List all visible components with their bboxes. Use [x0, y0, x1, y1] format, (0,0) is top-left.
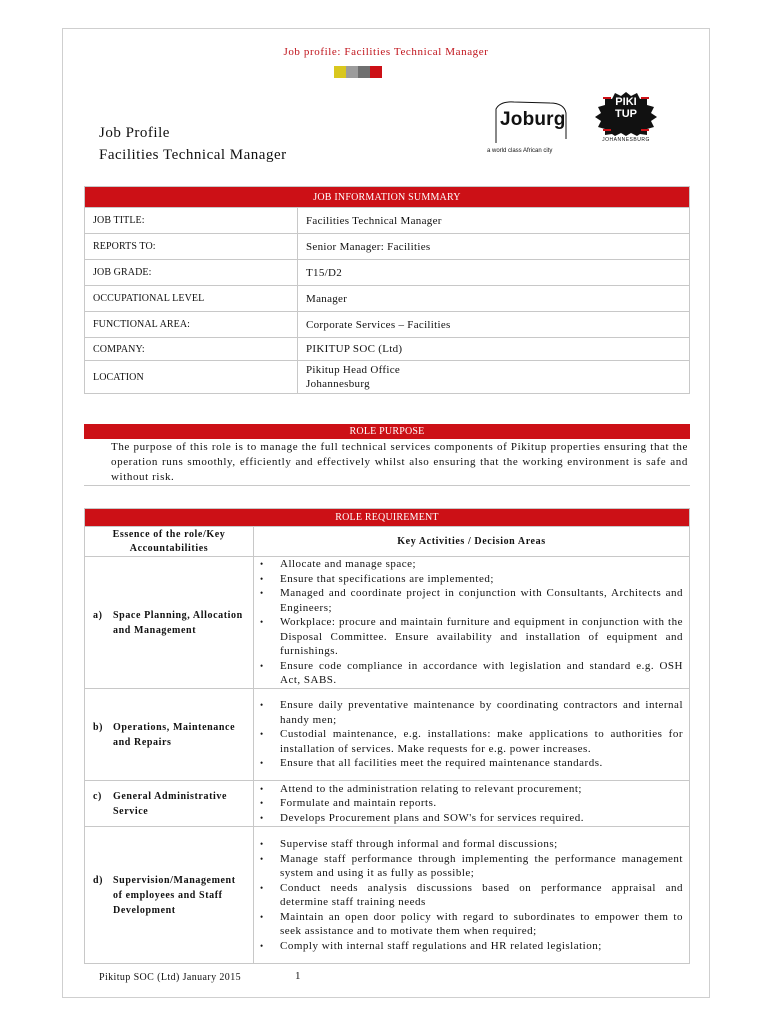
list-item [260, 572, 683, 587]
accountability-area [85, 689, 254, 781]
title-line-1: Job Profile [99, 125, 170, 141]
list-item [260, 811, 683, 826]
color-square [346, 66, 358, 78]
table-row [85, 208, 690, 234]
list-item [260, 910, 683, 939]
info-value: T15/D2 [298, 260, 690, 286]
list-item [260, 727, 683, 756]
role-requirement-table [84, 508, 690, 964]
list-item [260, 659, 683, 688]
bullet-icon: • [260, 783, 264, 794]
footer-company-date: Pikitup SOC (Ltd) January 2015 [99, 972, 241, 983]
activity-text: Workplace: procure and maintain furniture and equipment in conjunction with the Disposal Committee. Ensure availability and installation of equipment and furnishings. [280, 616, 683, 658]
joburg-tagline: a world class African city [487, 148, 553, 154]
table-row [85, 338, 690, 361]
list-item [260, 586, 683, 615]
activity-text: Maintain an open door policy with regard to subordinates to empower them to seek assistance and to motivate them when required; [280, 910, 683, 937]
bullet-icon: • [260, 588, 264, 599]
pikitup-city: JOHANNESBURG [602, 137, 650, 143]
activity-text: Ensure that all facilities meet the required maintenance standards. [280, 757, 603, 770]
info-label: JOB GRADE: [85, 260, 298, 286]
info-value: Manager [298, 286, 690, 312]
list-item [260, 939, 683, 954]
joburg-wordmark: Joburg [500, 109, 566, 130]
location-label: LOCATION [85, 361, 298, 394]
area-title: Operations, Maintenance and Repairs [113, 721, 236, 748]
pikitup-line-2: TUP [615, 108, 637, 120]
activity-text: Custodial maintenance, e.g. installations: make applications to authorities for installation of services. Make requests for e.g. power increases. [280, 728, 683, 755]
info-value: Facilities Technical Manager [298, 208, 690, 234]
role-requirement-banner: ROLE REQUIREMENT [85, 509, 690, 527]
activity-text: Managed and coordinate project in conjunction with Consultants, Architects and Engineers; [280, 587, 683, 614]
list-item [260, 796, 683, 811]
table-row [85, 260, 690, 286]
area-title: Supervision/Management of employees and Staff Development [113, 874, 236, 916]
pikitup-logo [595, 92, 657, 168]
pikitup-wordmark [600, 96, 652, 120]
bullet-icon: • [260, 559, 264, 570]
accountability-area [85, 827, 254, 964]
pikitup-line-1: PIKI [615, 96, 637, 108]
list-item [260, 698, 683, 727]
location-line-2: Johannesburg [306, 378, 370, 390]
activities-cell [254, 827, 690, 964]
table-row [85, 312, 690, 338]
activities-cell [254, 689, 690, 781]
accountability-area [85, 781, 254, 827]
bullet-icon: • [260, 700, 264, 711]
role-purpose-table [84, 424, 690, 486]
info-value: Corporate Services – Facilities [298, 312, 690, 338]
activities-header: Key Activities / Decision Areas [254, 527, 690, 557]
table-row [85, 781, 690, 827]
info-label: COMPANY: [85, 338, 298, 361]
accountabilities-header: Essence of the role/Key Accountabilities [85, 527, 254, 557]
color-square [334, 66, 346, 78]
activity-text: Ensure daily preventative maintenance by coordinating contractors and internal handy men; [280, 699, 683, 726]
color-square [370, 66, 382, 78]
activities-list [260, 698, 683, 771]
bullet-icon: • [260, 617, 264, 628]
info-label: FUNCTIONAL AREA: [85, 312, 298, 338]
document-page [62, 28, 710, 998]
bullet-icon: • [260, 798, 264, 809]
area-letter: d) [93, 874, 104, 886]
area-letter: c) [93, 790, 102, 802]
table-row [85, 286, 690, 312]
activity-text: Ensure that specifications are implemented; [280, 572, 494, 585]
table-row [85, 361, 690, 394]
bullet-icon: • [260, 882, 264, 893]
bullet-icon: • [260, 940, 264, 951]
list-item [260, 557, 683, 572]
activity-text: Allocate and manage space; [280, 558, 417, 571]
joburg-logo [487, 99, 577, 159]
page-number: 1 [295, 970, 301, 982]
activity-text: Formulate and maintain reports. [280, 797, 437, 810]
list-item [260, 881, 683, 910]
table-row [85, 827, 690, 964]
activity-text: Develops Procurement plans and SOW's for services required. [280, 811, 584, 824]
running-header: Job profile: Facilities Technical Manager [283, 46, 489, 58]
location-value [298, 361, 690, 394]
activity-text: Ensure code compliance in accordance with legislation and standard e.g. OSH Act, SABS. [280, 659, 683, 687]
table-row [85, 689, 690, 781]
job-information-table [84, 186, 690, 394]
activity-text: Attend to the administration relating to relevant procurement; [280, 782, 582, 795]
bullet-icon: • [260, 839, 264, 849]
area-letter: a) [93, 609, 103, 621]
bullet-icon: • [260, 812, 264, 823]
activities-cell [254, 781, 690, 827]
bullet-icon: • [260, 853, 264, 864]
info-value: Senior Manager: Facilities [298, 234, 690, 260]
activities-list [260, 557, 683, 688]
activity-text: Supervise staff through informal and formal discussions; [280, 838, 558, 850]
table-row [85, 557, 690, 689]
list-item [260, 837, 683, 852]
color-square [358, 66, 370, 78]
activities-list [260, 782, 683, 826]
list-item [260, 615, 683, 659]
activities-cell [254, 557, 690, 689]
info-label: JOB TITLE: [85, 208, 298, 234]
area-letter: b) [93, 721, 104, 733]
area-title: Space Planning, Allocation and Management [113, 609, 243, 636]
list-item [260, 782, 683, 797]
job-information-banner: JOB INFORMATION SUMMARY [85, 187, 690, 208]
info-label: REPORTS TO: [85, 234, 298, 260]
title-line-2: Facilities Technical Manager [99, 147, 287, 163]
bullet-icon: • [260, 660, 264, 671]
role-purpose-text: The purpose of this role is to manage the full technical services components of Pikitup properties ensuring that the operation runs smoothly, efficiently and effectively whilst also ensuring that the working environment is safe and without risk. [84, 439, 690, 486]
bullet-icon: • [260, 729, 264, 740]
bullet-icon: • [260, 911, 264, 922]
color-squares [334, 66, 382, 78]
list-item [260, 852, 683, 881]
activity-text: Comply with internal staff regulations and HR related legislation; [280, 939, 602, 952]
area-title: General Administrative Service [113, 790, 228, 817]
table-row [85, 234, 690, 260]
info-label: OCCUPATIONAL LEVEL [85, 286, 298, 312]
role-purpose-banner: ROLE PURPOSE [84, 424, 690, 439]
document-title [99, 122, 287, 166]
accountability-area [85, 557, 254, 689]
location-line-1: Pikitup Head Office [306, 364, 401, 376]
activities-list [260, 837, 683, 953]
activity-text: Conduct needs analysis discussions based on performance appraisal and determine staff training needs [280, 881, 683, 908]
list-item [260, 756, 683, 771]
activity-text: Manage staff performance through implementing the performance management system and using it as fully as possible; [280, 852, 683, 879]
info-value: PIKITUP SOC (Ltd) [298, 338, 690, 361]
bullet-icon: • [260, 758, 264, 769]
bullet-icon: • [260, 573, 264, 584]
